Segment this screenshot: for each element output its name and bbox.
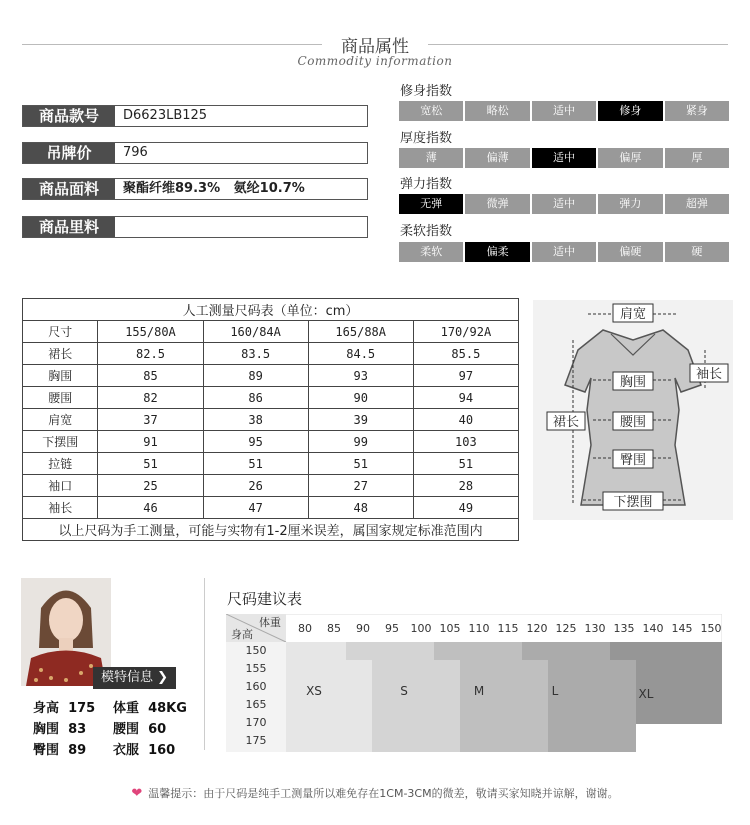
- size-label-l: L: [551, 684, 559, 698]
- table-cell: 155/80A: [98, 321, 203, 343]
- index-option: 适中: [532, 148, 598, 168]
- index-option: 硬: [665, 242, 729, 262]
- table-cell: 51: [98, 453, 203, 475]
- table-cell: 89: [203, 365, 308, 387]
- model-hip: 臀围 89: [33, 743, 87, 758]
- table-cell: 51: [203, 453, 308, 475]
- table-cell: 40: [413, 409, 518, 431]
- table-cell: 86: [203, 387, 308, 409]
- table-cell: 拉链: [23, 453, 98, 475]
- section-subtitle: Commodity information: [297, 54, 453, 68]
- index-option: 略松: [465, 101, 531, 121]
- height-axis-label: 身高: [231, 628, 253, 641]
- size-label-m: M: [473, 684, 485, 698]
- weight-tick: 100: [410, 622, 432, 635]
- table-header-row: [23, 321, 519, 343]
- index-option: 适中: [532, 194, 598, 214]
- table-cell: 47: [203, 497, 308, 519]
- index-option: 弹力: [598, 194, 664, 214]
- index-option: 偏薄: [465, 148, 531, 168]
- label-length: 裙长: [552, 415, 580, 430]
- info-row-style-no: [22, 105, 368, 127]
- model-waist: 腰围 60: [113, 722, 167, 737]
- index-option: 薄: [399, 148, 465, 168]
- weight-tick: 90: [356, 622, 370, 635]
- table-cell: 27: [308, 475, 413, 497]
- table-cell: 尺寸: [23, 321, 98, 343]
- table-cell: 165/88A: [308, 321, 413, 343]
- info-row-price: [22, 142, 368, 164]
- table-cell: 46: [98, 497, 203, 519]
- table-cell: 170/92A: [413, 321, 518, 343]
- fit-index-title: 修身指数: [400, 84, 453, 99]
- table-cell: 48: [308, 497, 413, 519]
- info-row-fabric: [22, 178, 368, 200]
- table-cell: 94: [413, 387, 518, 409]
- index-option: 偏硬: [598, 242, 664, 262]
- info-label: 吊牌价: [23, 143, 115, 163]
- table-cell: 26: [203, 475, 308, 497]
- table-cell: 160/84A: [203, 321, 308, 343]
- size-label-s: S: [400, 684, 408, 698]
- vertical-divider: [204, 578, 205, 750]
- height-tick: 170: [245, 716, 267, 729]
- height-tick: 150: [245, 644, 267, 657]
- label-hip: 臀围: [619, 453, 647, 468]
- weight-tick: 105: [439, 622, 461, 635]
- table-cell: 胸围: [23, 365, 98, 387]
- elasticity-index-bar: [399, 194, 729, 214]
- table-cell: 84.5: [308, 343, 413, 365]
- label-sleeve: 袖长: [695, 367, 723, 382]
- table-row: [23, 475, 519, 497]
- weight-tick: 95: [385, 622, 399, 635]
- table-cell: 97: [413, 365, 518, 387]
- table-cell: 82.5: [98, 343, 203, 365]
- weight-tick: 85: [327, 622, 341, 635]
- table-row: [23, 365, 519, 387]
- index-option: 柔软: [399, 242, 465, 262]
- table-cell: 袖口: [23, 475, 98, 497]
- weight-tick: 125: [555, 622, 577, 635]
- index-option: 修身: [598, 101, 664, 121]
- weight-tick: 120: [526, 622, 548, 635]
- index-option: 无弹: [399, 194, 465, 214]
- index-option: 紧身: [665, 101, 729, 121]
- weight-tick: 130: [584, 622, 606, 635]
- model-height: 身高 175: [33, 701, 96, 716]
- index-option: 适中: [532, 242, 598, 262]
- dress-measurement-diagram: [533, 300, 733, 520]
- table-cell: 肩宽: [23, 409, 98, 431]
- table-cell: 39: [308, 409, 413, 431]
- table-row: [23, 387, 519, 409]
- size-table-caption: 人工测量尺码表（单位：cm）: [23, 299, 519, 321]
- thickness-index-bar: [399, 148, 729, 168]
- weight-tick: 150: [700, 622, 722, 635]
- model-info-banner: [93, 667, 176, 689]
- index-option: 超弹: [665, 194, 729, 214]
- section-title: 商品属性: [341, 37, 409, 57]
- weight-tick: 135: [613, 622, 635, 635]
- weight-tick: 140: [642, 622, 664, 635]
- table-cell: 95: [203, 431, 308, 453]
- footer-text: 温馨提示：由于尺码是纯手工测量所以难免存在1CM-3CM的微差，敬请买家知晓并谅解，谢谢。: [148, 787, 619, 800]
- height-tick: 160: [245, 680, 267, 693]
- label-hem: 下摆围: [613, 495, 653, 510]
- height-tick: 175: [245, 734, 267, 747]
- index-option: 偏厚: [598, 148, 664, 168]
- table-row: [23, 343, 519, 365]
- table-cell: 49: [413, 497, 518, 519]
- table-cell: 28: [413, 475, 518, 497]
- weight-axis-label: 体重: [259, 616, 281, 629]
- table-cell: 85: [98, 365, 203, 387]
- size-table: [22, 298, 519, 541]
- size-label-xl: XL: [638, 687, 654, 701]
- size-region-xl: [636, 642, 722, 724]
- table-cell: 93: [308, 365, 413, 387]
- table-row: [23, 453, 519, 475]
- table-cell: 83.5: [203, 343, 308, 365]
- weight-tick: 110: [468, 622, 490, 635]
- index-option: 适中: [532, 101, 598, 121]
- softness-index-title: 柔软指数: [400, 224, 453, 239]
- table-cell: 腰围: [23, 387, 98, 409]
- elasticity-index-title: 弹力指数: [400, 177, 453, 192]
- info-label: 商品里料: [23, 217, 115, 237]
- table-cell: 90: [308, 387, 413, 409]
- model-weight: 体重 48KG: [113, 701, 187, 716]
- table-cell: 裙长: [23, 343, 98, 365]
- size-recommend-title: 尺码建议表: [227, 590, 303, 608]
- table-row: [23, 431, 519, 453]
- height-tick: 155: [245, 662, 267, 675]
- softness-index-bar: [399, 242, 729, 262]
- model-info-title: 模特信息: [101, 670, 154, 685]
- size-recommend-chart: [226, 614, 722, 752]
- table-cell: 99: [308, 431, 413, 453]
- label-chest: 胸围: [619, 375, 647, 390]
- model-bust: 胸围 83: [33, 722, 87, 737]
- index-option: 宽松: [399, 101, 465, 121]
- table-cell: 下摆围: [23, 431, 98, 453]
- table-note-row: [23, 519, 519, 541]
- info-row-lining: [22, 216, 368, 238]
- table-row: [23, 409, 519, 431]
- index-option: 厚: [665, 148, 729, 168]
- weight-tick: 80: [298, 622, 312, 635]
- table-cell: 85.5: [413, 343, 518, 365]
- table-cell: 82: [98, 387, 203, 409]
- table-cell: 51: [413, 453, 518, 475]
- weight-tick: 115: [497, 622, 519, 635]
- thickness-index-title: 厚度指数: [400, 131, 453, 146]
- weight-tick: 145: [671, 622, 693, 635]
- table-cell: 38: [203, 409, 308, 431]
- info-value: D6623LB125: [123, 108, 208, 123]
- table-cell: 37: [98, 409, 203, 431]
- heart-icon: ❤: [131, 786, 143, 801]
- height-tick: 165: [245, 698, 267, 711]
- table-note: 以上尺码为手工测量，可能与实物有1-2厘米误差，属国家规定标准范围内: [23, 519, 519, 541]
- table-cell: 25: [98, 475, 203, 497]
- label-waist: 腰围: [619, 415, 647, 430]
- footer-note: [0, 785, 750, 801]
- table-cell: 51: [308, 453, 413, 475]
- table-cell: 103: [413, 431, 518, 453]
- fit-index-bar: [399, 101, 729, 121]
- chevron-right-icon: ❯: [157, 670, 169, 685]
- label-shoulder: 肩宽: [619, 307, 647, 322]
- index-option: 微弹: [465, 194, 531, 214]
- size-label-xs: XS: [306, 684, 322, 698]
- info-value: 796: [123, 145, 148, 160]
- info-label: 商品款号: [23, 106, 115, 126]
- info-value: 聚酯纤维89.3% 氨纶10.7%: [123, 181, 305, 196]
- index-option: 偏柔: [465, 242, 531, 262]
- table-row: [23, 497, 519, 519]
- model-clothing-size: 衣服 160: [113, 743, 176, 758]
- table-cell: 91: [98, 431, 203, 453]
- table-cell: 袖长: [23, 497, 98, 519]
- info-label: 商品面料: [23, 179, 115, 199]
